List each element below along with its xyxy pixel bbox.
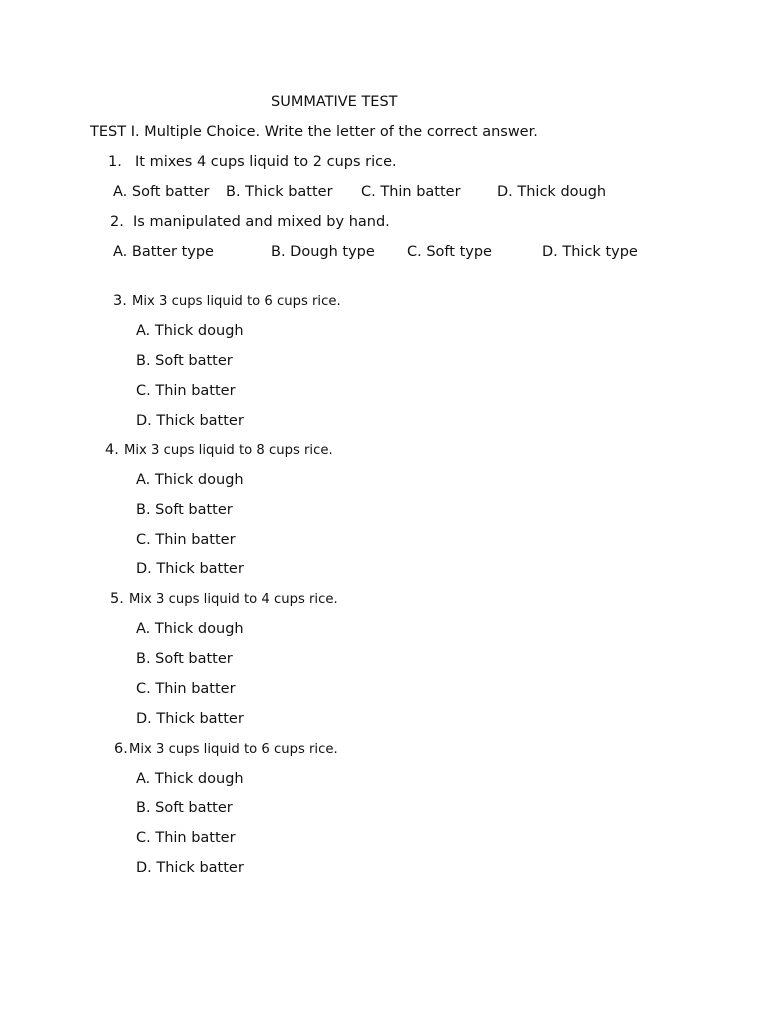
question-5-option-b: B. Soft batter: [136, 651, 233, 667]
question-4-option-d: D. Thick batter: [136, 561, 244, 577]
question-3-number: 3.: [113, 293, 127, 309]
question-4-option-a: A. Thick dough: [136, 472, 244, 488]
question-2-number: 2.: [110, 214, 124, 230]
question-3-text: Mix 3 cups liquid to 6 cups rice.: [132, 294, 341, 309]
question-2-option-c: C. Soft type: [407, 244, 492, 260]
question-1-text: It mixes 4 cups liquid to 2 cups rice.: [135, 154, 397, 170]
question-1-number: 1.: [108, 154, 122, 170]
question-1-option-c: C. Thin batter: [361, 184, 461, 200]
question-3-option-d: D. Thick batter: [136, 413, 244, 429]
question-1-option-a: A. Soft batter: [113, 184, 210, 200]
question-6-option-d: D. Thick batter: [136, 860, 244, 876]
page-title: SUMMATIVE TEST: [271, 94, 398, 110]
question-5-number: 5.: [110, 591, 124, 607]
question-4-option-b: B. Soft batter: [136, 502, 233, 518]
question-2-option-a: A. Batter type: [113, 244, 214, 260]
question-4-number: 4.: [105, 442, 119, 458]
question-3-option-c: C. Thin batter: [136, 383, 236, 399]
question-5-option-c: C. Thin batter: [136, 681, 236, 697]
question-6-option-a: A. Thick dough: [136, 771, 244, 787]
question-2-text: Is manipulated and mixed by hand.: [133, 214, 390, 230]
question-4-text: Mix 3 cups liquid to 8 cups rice.: [124, 443, 333, 458]
question-6-option-c: C. Thin batter: [136, 830, 236, 846]
question-6-text: Mix 3 cups liquid to 6 cups rice.: [129, 742, 338, 757]
question-2-option-b: B. Dough type: [271, 244, 375, 260]
question-6-option-b: B. Soft batter: [136, 800, 233, 816]
question-5-option-a: A. Thick dough: [136, 621, 244, 637]
question-5-text: Mix 3 cups liquid to 4 cups rice.: [129, 592, 338, 607]
question-1-option-b: B. Thick batter: [226, 184, 333, 200]
question-3-option-b: B. Soft batter: [136, 353, 233, 369]
question-4-option-c: C. Thin batter: [136, 532, 236, 548]
question-5-option-d: D. Thick batter: [136, 711, 244, 727]
question-2-option-d: D. Thick type: [542, 244, 638, 260]
question-3-option-a: A. Thick dough: [136, 323, 244, 339]
question-6-number: 6.: [114, 741, 128, 757]
test-instructions: TEST I. Multiple Choice. Write the letter of the correct answer.: [90, 124, 538, 140]
question-1-option-d: D. Thick dough: [497, 184, 607, 200]
